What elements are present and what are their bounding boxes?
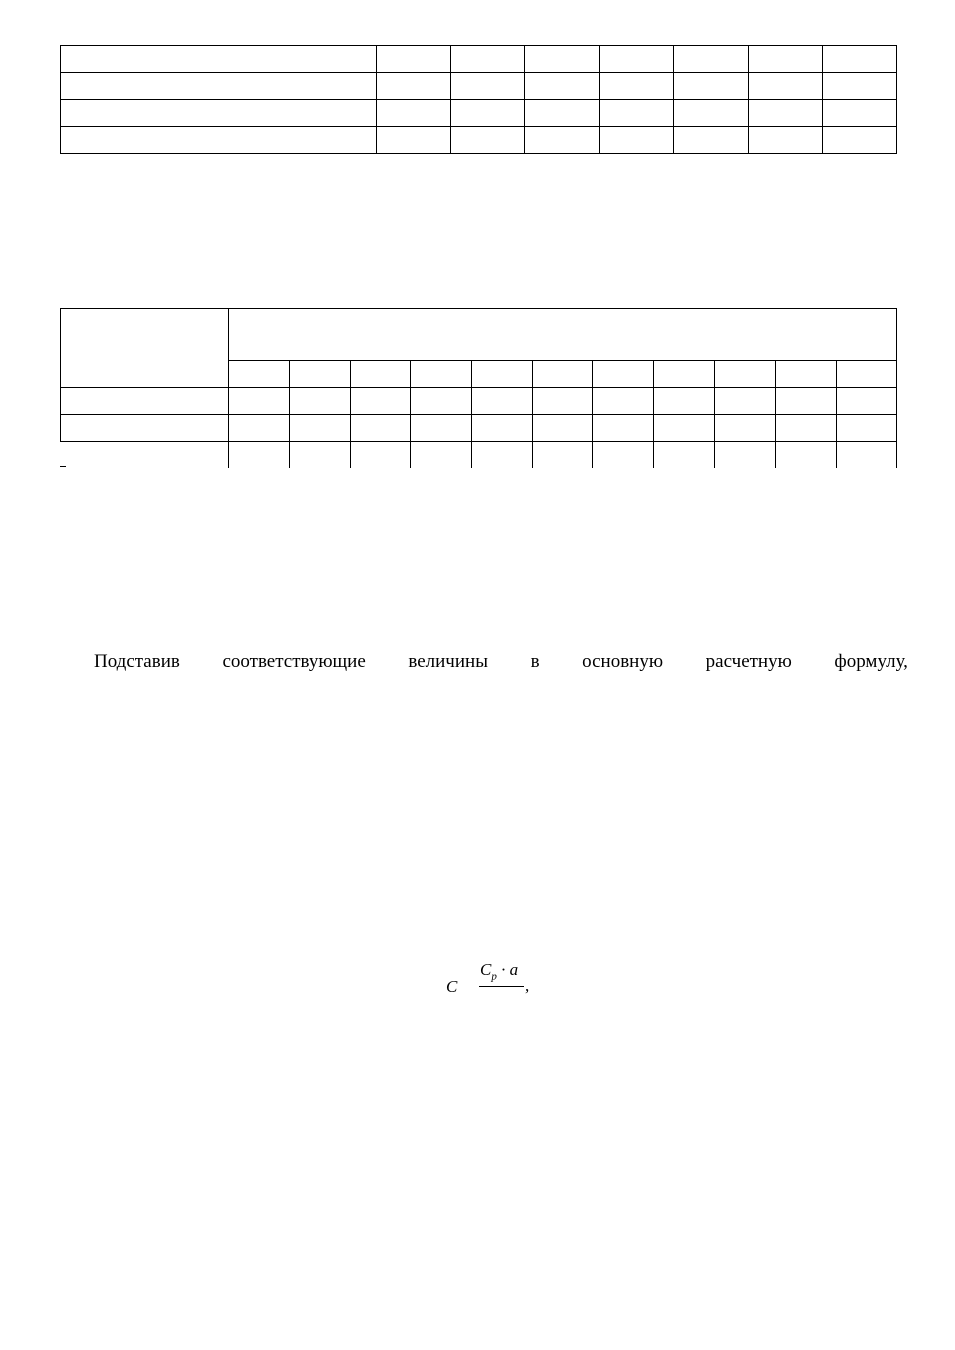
word: Подставив <box>94 651 180 672</box>
table-header-row <box>61 309 897 361</box>
table-corner-mark <box>60 466 66 467</box>
table-row <box>61 127 897 154</box>
table-second <box>60 308 897 468</box>
formula-numerator-base: C <box>480 960 492 979</box>
table-row <box>61 100 897 127</box>
fraction-bar <box>479 986 524 987</box>
formula-numerator-sub: p <box>491 970 497 983</box>
formula <box>446 960 546 1010</box>
table-row <box>61 388 897 415</box>
word: соответствующие <box>222 651 366 672</box>
word: расчетную <box>705 651 792 672</box>
word: формулу, <box>834 651 908 672</box>
word: основную <box>582 651 664 672</box>
table-row <box>61 415 897 442</box>
formula-comma: , <box>525 976 530 995</box>
word: в <box>530 651 540 672</box>
table-row <box>61 46 897 73</box>
paragraph-sentence <box>94 651 908 673</box>
table-row <box>61 442 897 469</box>
word: величины <box>408 651 488 672</box>
table-row <box>61 73 897 100</box>
formula-lhs: C <box>446 977 458 996</box>
formula-numerator <box>480 960 518 982</box>
formula-numerator-op: · a <box>496 960 519 979</box>
table-top <box>60 45 897 154</box>
